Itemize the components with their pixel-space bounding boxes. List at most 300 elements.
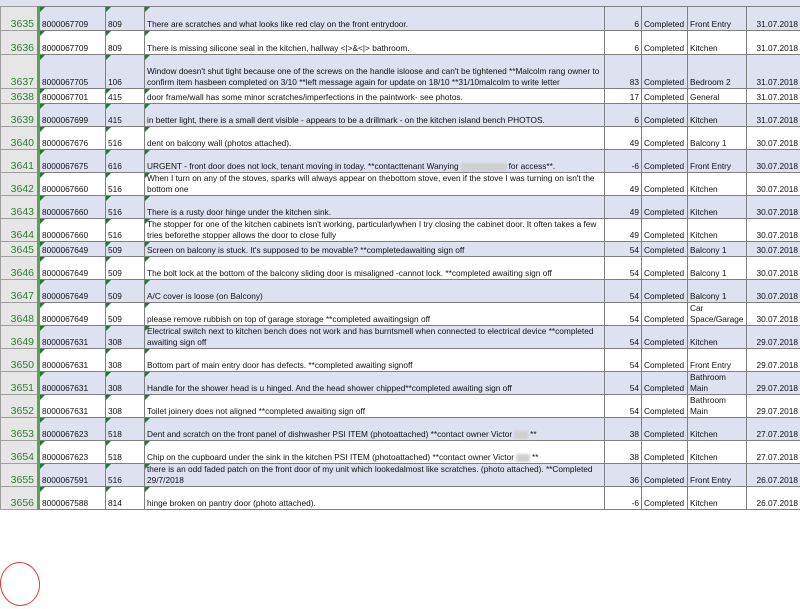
cell-status[interactable] (642, 441, 688, 464)
date-text: 31.07.2018 (756, 92, 798, 102)
cell-location[interactable] (688, 150, 747, 173)
unit-number: 516 (108, 230, 122, 240)
defect-description: URGENT - front door does not lock, tenant moving in today. **contacttenant Wanying (147, 161, 459, 171)
cell-unit[interactable] (106, 173, 145, 196)
comment-indicator-icon (106, 219, 111, 224)
cell-description[interactable] (145, 280, 605, 303)
cell-unit[interactable] (106, 219, 145, 242)
cell-unit[interactable] (106, 349, 145, 372)
cell-description[interactable] (145, 257, 605, 280)
comment-indicator-icon (40, 257, 45, 262)
comment-indicator-icon (40, 303, 45, 308)
redacted-contact (516, 454, 530, 462)
cell-unit[interactable] (106, 464, 145, 487)
cell-status[interactable] (642, 7, 688, 31)
defect-description: There is missing silicone seal in the kitchen, hallway <|>&<|> bathroom. (147, 43, 410, 53)
date-text: 30.07.2018 (756, 138, 798, 148)
row-header[interactable] (1, 173, 39, 196)
cell-date[interactable] (747, 104, 800, 127)
cell-location[interactable] (688, 173, 747, 196)
row-header[interactable] (1, 326, 39, 349)
cell-location[interactable] (688, 257, 747, 280)
cell-date[interactable] (747, 418, 800, 441)
cell-description[interactable] (145, 372, 605, 395)
cell-description[interactable] (145, 89, 605, 104)
status-text: Completed (644, 498, 685, 508)
cell-status[interactable] (642, 219, 688, 242)
cell-notification-id[interactable] (39, 55, 106, 89)
row-header[interactable] (1, 55, 39, 89)
row-header[interactable] (1, 418, 39, 441)
location-text: Kitchen (690, 184, 718, 194)
date-text: 31.07.2018 (756, 115, 798, 125)
cell-days[interactable] (605, 89, 642, 104)
row-header[interactable] (1, 257, 39, 280)
cell-location[interactable] (688, 242, 747, 257)
cell-date[interactable] (747, 7, 800, 31)
comment-indicator-icon (145, 303, 150, 308)
comment-indicator-icon (106, 464, 111, 469)
cell-status[interactable] (642, 104, 688, 127)
cell-days[interactable] (605, 7, 642, 31)
table-row (1, 464, 800, 487)
defect-description: Electrical switch next to kitchen bench does not work and has burntsmell when connected to electrical device **completed awaiting sign off (147, 326, 594, 347)
unit-number: 814 (108, 498, 122, 508)
cell-unit[interactable] (106, 395, 145, 418)
cell-description[interactable] (145, 395, 605, 418)
location-text: Front Entry (690, 360, 732, 370)
cell-date[interactable] (747, 303, 800, 326)
cell-status[interactable] (642, 173, 688, 196)
cell-location[interactable] (688, 303, 747, 326)
date-text: 30.07.2018 (756, 184, 798, 194)
cell-date[interactable] (747, 326, 800, 349)
cell-days[interactable] (605, 280, 642, 303)
comment-indicator-icon (145, 395, 150, 400)
status-text: Completed (644, 92, 685, 102)
cell-description[interactable] (145, 464, 605, 487)
row-header[interactable] (1, 196, 39, 219)
row-number: 3649 (10, 336, 34, 348)
status-text: Completed (644, 115, 685, 125)
date-text: 27.07.2018 (756, 429, 798, 439)
unit-number: 516 (108, 138, 122, 148)
location-text: Bedroom 2 (690, 77, 731, 87)
cell-location[interactable] (688, 349, 747, 372)
table-row (1, 55, 800, 89)
defect-description: Chip on the cupboard under the sink in the kitchen PSI ITEM (photoattached) **contact owner Victor (147, 452, 514, 462)
cell-location[interactable] (688, 280, 747, 303)
cell-days[interactable] (605, 173, 642, 196)
comment-indicator-icon (40, 280, 45, 285)
cell-date[interactable] (747, 257, 800, 280)
cell-status[interactable] (642, 418, 688, 441)
cell-notification-id[interactable] (39, 242, 106, 257)
cell-date[interactable] (747, 173, 800, 196)
cell-description[interactable] (145, 487, 605, 510)
cell-unit[interactable] (106, 242, 145, 257)
row-number: 3640 (10, 137, 34, 149)
row-header[interactable] (1, 303, 39, 326)
cell-location[interactable] (688, 196, 747, 219)
days-value: 6 (634, 43, 639, 53)
defect-description: in better light, there is a small dent visible - appears to be a drillmark - on the kitchen island bench PHOTOS. (147, 115, 545, 125)
comment-indicator-icon (145, 257, 150, 262)
row-header[interactable] (1, 242, 39, 257)
cell-description[interactable] (145, 31, 605, 55)
cell-description[interactable] (145, 55, 605, 89)
cell-description[interactable] (145, 104, 605, 127)
date-text: 31.07.2018 (756, 19, 798, 29)
row-number: 3641 (10, 160, 34, 172)
cell-unit[interactable] (106, 326, 145, 349)
cell-status[interactable] (642, 31, 688, 55)
cell-description[interactable] (145, 219, 605, 242)
cell-days[interactable] (605, 487, 642, 510)
cell-notification-id[interactable] (39, 173, 106, 196)
cell-status[interactable] (642, 196, 688, 219)
cell-days[interactable] (605, 196, 642, 219)
cell-days[interactable] (605, 303, 642, 326)
location-text: Kitchen (690, 230, 718, 240)
notification-id: 8000067705 (42, 77, 89, 87)
table-row (1, 31, 800, 55)
cell-notification-id[interactable] (39, 418, 106, 441)
row-header[interactable] (1, 31, 39, 55)
cell-location[interactable] (688, 55, 747, 89)
notification-id: 8000067623 (42, 429, 89, 439)
cell-location[interactable] (688, 372, 747, 395)
defect-description: Screen on balcony is stuck. It's supposed to be movable? **completedawaiting sign off (147, 245, 465, 255)
comment-indicator-icon (106, 349, 111, 354)
notification-id: 8000067631 (42, 337, 89, 347)
unit-number: 415 (108, 92, 122, 102)
notification-id: 8000067676 (42, 138, 89, 148)
cell-date[interactable] (747, 127, 800, 150)
notification-id: 8000067709 (42, 43, 89, 53)
cell-status[interactable] (642, 127, 688, 150)
cell-notification-id[interactable] (39, 104, 106, 127)
status-text: Completed (644, 268, 685, 278)
date-text: 27.07.2018 (756, 452, 798, 462)
cell-date[interactable] (747, 196, 800, 219)
comment-indicator-icon (106, 418, 111, 423)
date-text: 31.07.2018 (756, 43, 798, 53)
cell-date[interactable] (747, 372, 800, 395)
row-header[interactable] (1, 219, 39, 242)
table-row (1, 441, 800, 464)
cell-description[interactable] (145, 173, 605, 196)
table-row (1, 487, 800, 510)
cell-days[interactable] (605, 464, 642, 487)
days-value: 54 (629, 268, 639, 278)
unit-number: 516 (108, 184, 122, 194)
cell-date[interactable] (747, 242, 800, 257)
cell-days[interactable] (605, 257, 642, 280)
cell-unit[interactable] (106, 7, 145, 31)
unit-number: 308 (108, 360, 122, 370)
cell-status[interactable] (642, 150, 688, 173)
table-row (1, 104, 800, 127)
cell-date[interactable] (747, 89, 800, 104)
cell-description[interactable] (145, 150, 605, 173)
comment-indicator-icon (106, 55, 111, 60)
cell-days[interactable] (605, 127, 642, 150)
location-text: Kitchen (690, 43, 718, 53)
comment-indicator-icon (145, 326, 150, 331)
cell-date[interactable] (747, 395, 800, 418)
comment-indicator-icon (145, 104, 150, 109)
unit-number: 308 (108, 383, 122, 393)
cell-notification-id[interactable] (39, 487, 106, 510)
cell-unit[interactable] (106, 257, 145, 280)
cell-status[interactable] (642, 349, 688, 372)
cell-description[interactable] (145, 441, 605, 464)
cell-description[interactable] (145, 418, 605, 441)
cell-days[interactable] (605, 395, 642, 418)
cell-location[interactable] (688, 7, 747, 31)
cell-status[interactable] (642, 303, 688, 326)
row-header[interactable] (1, 464, 39, 487)
comment-indicator-icon (145, 487, 150, 492)
status-text: Completed (644, 406, 685, 416)
comment-indicator-icon (106, 303, 111, 308)
row-number: 3636 (10, 42, 34, 54)
cell-status[interactable] (642, 464, 688, 487)
cell-days[interactable] (605, 349, 642, 372)
cell-location[interactable] (688, 441, 747, 464)
days-value: 49 (629, 230, 639, 240)
cell-days[interactable] (605, 418, 642, 441)
cell-days[interactable] (605, 326, 642, 349)
comment-indicator-icon (40, 219, 45, 224)
cell-notification-id[interactable] (39, 280, 106, 303)
cell-notification-id[interactable] (39, 7, 106, 31)
cell-unit[interactable] (106, 31, 145, 55)
row-header[interactable] (1, 280, 39, 303)
cell-days[interactable] (605, 31, 642, 55)
cell-notification-id[interactable] (39, 303, 106, 326)
comment-indicator-icon (106, 150, 111, 155)
cell-status[interactable] (642, 372, 688, 395)
defect-description: hinge broken on pantry door (photo attached). (147, 498, 316, 508)
redacted-contact (461, 163, 507, 171)
cell-location[interactable] (688, 464, 747, 487)
comment-indicator-icon (40, 418, 45, 423)
cell-unit[interactable] (106, 150, 145, 173)
comment-indicator-icon (40, 55, 45, 60)
comment-indicator-icon (40, 395, 45, 400)
cell-date[interactable] (747, 349, 800, 372)
cell-status[interactable] (642, 242, 688, 257)
status-text: Completed (644, 314, 685, 324)
status-text: Completed (644, 184, 685, 194)
cell-unit[interactable] (106, 280, 145, 303)
notification-id: 8000067660 (42, 207, 89, 217)
cell-date[interactable] (747, 55, 800, 89)
cell-notification-id[interactable] (39, 150, 106, 173)
defect-description: The bolt lock at the bottom of the balcony sliding door is misaligned -cannot lock. **completed awaiting sign off (147, 268, 552, 278)
cell-days[interactable] (605, 441, 642, 464)
days-value: 54 (629, 337, 639, 347)
row-number: 3639 (10, 114, 34, 126)
cell-date[interactable] (747, 150, 800, 173)
cell-description[interactable] (145, 196, 605, 219)
cell-status[interactable] (642, 280, 688, 303)
cell-date[interactable] (747, 487, 800, 510)
row-header[interactable] (1, 349, 39, 372)
days-value: 54 (629, 314, 639, 324)
row-header[interactable] (1, 104, 39, 127)
cell-days[interactable] (605, 150, 642, 173)
cell-status[interactable] (642, 326, 688, 349)
table-row (1, 303, 800, 326)
cell-notification-id[interactable] (39, 89, 106, 104)
cell-notification-id[interactable] (39, 395, 106, 418)
row-header[interactable] (1, 487, 39, 510)
cell-date[interactable] (747, 464, 800, 487)
comment-indicator-icon (106, 441, 111, 446)
status-text: Completed (644, 360, 685, 370)
days-value: 54 (629, 245, 639, 255)
cell-description[interactable] (145, 303, 605, 326)
cell-unit[interactable] (106, 303, 145, 326)
status-text: Completed (644, 138, 685, 148)
cell-notification-id[interactable] (39, 326, 106, 349)
notification-id: 8000067675 (42, 161, 89, 171)
cell-description[interactable] (145, 242, 605, 257)
row-header[interactable] (1, 372, 39, 395)
cell-notification-id[interactable] (39, 464, 106, 487)
cell-unit[interactable] (106, 487, 145, 510)
cell-date[interactable] (747, 441, 800, 464)
cell-notification-id[interactable] (39, 196, 106, 219)
unit-number: 415 (108, 115, 122, 125)
comment-indicator-icon (40, 372, 45, 377)
unit-number: 509 (108, 314, 122, 324)
comment-indicator-icon (106, 257, 111, 262)
notification-id: 8000067649 (42, 245, 89, 255)
unit-number: 616 (108, 161, 122, 171)
cell-location[interactable] (688, 104, 747, 127)
cell-location[interactable] (688, 326, 747, 349)
days-value: 49 (629, 207, 639, 217)
cell-location[interactable] (688, 89, 747, 104)
status-text: Completed (644, 207, 685, 217)
cell-description[interactable] (145, 127, 605, 150)
date-text: 30.07.2018 (756, 230, 798, 240)
cell-location[interactable] (688, 418, 747, 441)
row-header[interactable] (1, 395, 39, 418)
row-header[interactable] (1, 89, 39, 104)
cell-unit[interactable] (106, 55, 145, 89)
cell-days[interactable] (605, 55, 642, 89)
cell-date[interactable] (747, 280, 800, 303)
cell-status[interactable] (642, 55, 688, 89)
row-number: 3652 (10, 405, 34, 417)
cell-status[interactable] (642, 487, 688, 510)
notification-id: 8000067699 (42, 115, 89, 125)
cell-unit[interactable] (106, 104, 145, 127)
comment-indicator-icon (145, 441, 150, 446)
days-value: 49 (629, 184, 639, 194)
cell-status[interactable] (642, 89, 688, 104)
cell-unit[interactable] (106, 418, 145, 441)
cell-notification-id[interactable] (39, 441, 106, 464)
table-row (1, 7, 800, 31)
comment-indicator-icon (40, 349, 45, 354)
unit-number: 516 (108, 475, 122, 485)
row-header[interactable] (1, 150, 39, 173)
cell-notification-id[interactable] (39, 219, 106, 242)
cell-description[interactable] (145, 349, 605, 372)
cell-days[interactable] (605, 104, 642, 127)
cell-unit[interactable] (106, 196, 145, 219)
cell-description[interactable] (145, 326, 605, 349)
row-number: 3650 (10, 359, 34, 371)
cell-location[interactable] (688, 395, 747, 418)
cell-location[interactable] (688, 31, 747, 55)
comment-indicator-icon (106, 280, 111, 285)
unit-number: 509 (108, 268, 122, 278)
comment-indicator-icon (40, 104, 45, 109)
cell-date[interactable] (747, 219, 800, 242)
defect-description: door frame/wall has some minor scratches/imperfections in the paintwork- see photos. (147, 92, 463, 102)
cell-location[interactable] (688, 219, 747, 242)
cell-description[interactable] (145, 7, 605, 31)
notification-id: 8000067660 (42, 184, 89, 194)
cell-notification-id[interactable] (39, 31, 106, 55)
cell-unit[interactable] (106, 441, 145, 464)
cell-status[interactable] (642, 395, 688, 418)
comment-indicator-icon (106, 7, 111, 12)
location-text: Kitchen (690, 452, 718, 462)
row-header[interactable] (1, 7, 39, 31)
status-text: Completed (644, 337, 685, 347)
defect-description: Bottom part of main entry door has defects. **completed awaiting signoff (147, 360, 413, 370)
cell-location[interactable] (688, 127, 747, 150)
cell-notification-id[interactable] (39, 257, 106, 280)
comment-indicator-icon (145, 219, 150, 224)
row-header[interactable] (1, 441, 39, 464)
cell-date[interactable] (747, 31, 800, 55)
date-text: 29.07.2018 (756, 383, 798, 393)
comment-indicator-icon (145, 280, 150, 285)
unit-number: 509 (108, 291, 122, 301)
cell-days[interactable] (605, 242, 642, 257)
defect-description: A/C cover is loose (on Balcony) (147, 291, 263, 301)
row-header[interactable] (1, 127, 39, 150)
table-row (1, 349, 800, 372)
unit-number: 106 (108, 77, 122, 87)
table-row (1, 326, 800, 349)
cell-notification-id[interactable] (39, 127, 106, 150)
cell-unit[interactable] (106, 127, 145, 150)
row-number: 3638 (10, 91, 34, 103)
comment-indicator-icon (40, 487, 45, 492)
status-text: Completed (644, 230, 685, 240)
cell-unit[interactable] (106, 89, 145, 104)
spreadsheet-grid (0, 6, 800, 510)
cell-days[interactable] (605, 372, 642, 395)
days-value: 54 (629, 383, 639, 393)
cell-status[interactable] (642, 257, 688, 280)
cell-unit[interactable] (106, 372, 145, 395)
cell-location[interactable] (688, 487, 747, 510)
cell-days[interactable] (605, 219, 642, 242)
cell-notification-id[interactable] (39, 349, 106, 372)
cell-notification-id[interactable] (39, 372, 106, 395)
